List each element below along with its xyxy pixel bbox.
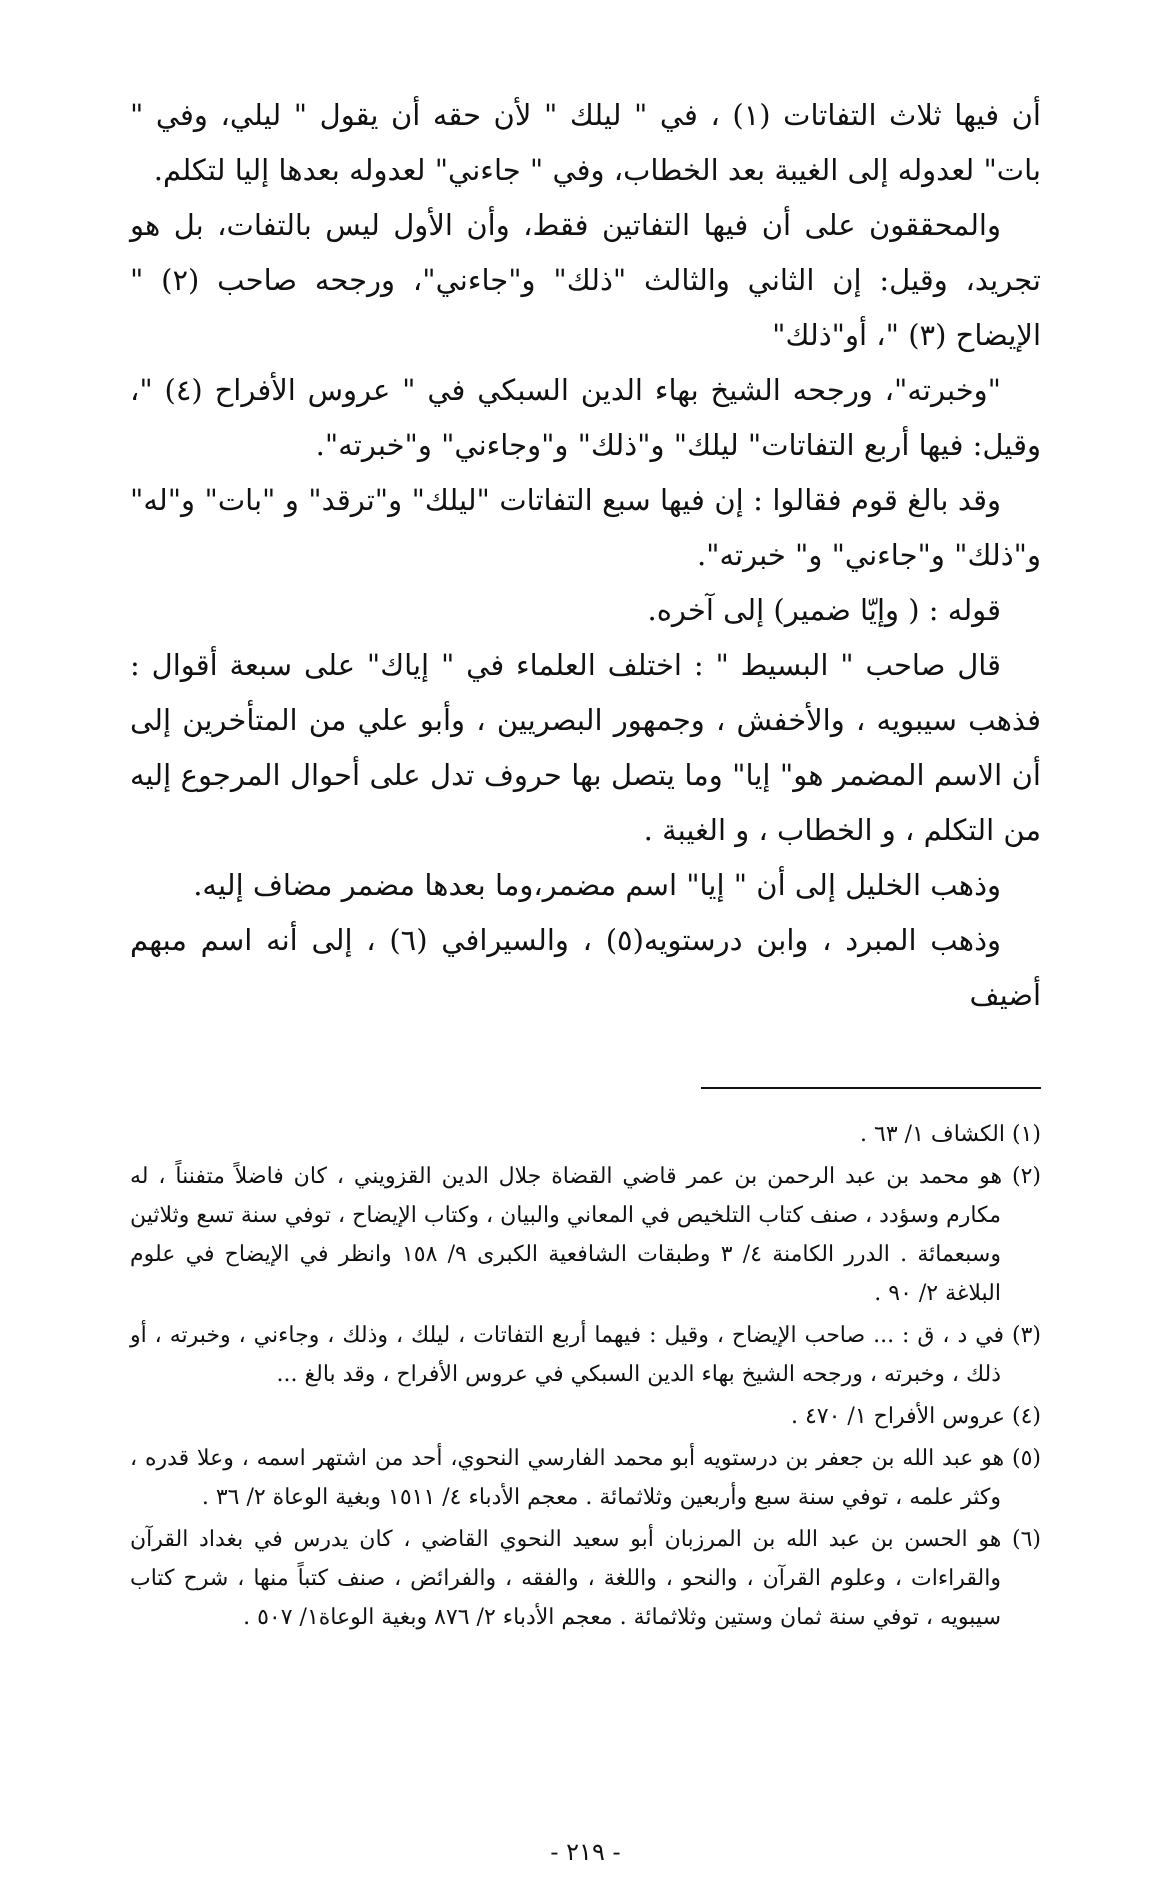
footnote-3: (٣) في د ، ق : ... صاحب الإيضاح ، وقيل : فيهما أربع التفاتات ، ليلك ، وذلك ، وجاءني ، وخبرته ، أو ذلك ، وخبرته ، ورجحه الشيخ بهاء الدين السبكي في عروس الأفراح ، وقد بالغ ... [130,1323,1041,1387]
footnote-divider [701,1087,1041,1089]
paragraph-8: وذهب المبرد ، وابن درستويه(٥) ، والسيرافي (٦) ، إلى أنه اسم مبهم أضيف [130,923,1041,1012]
footnote-4: (٤) عروس الأفراح ١/ ٤٧٠ . [790,1404,1041,1429]
main-text [130,88,1041,1023]
paragraph-1: أن فيها ثلاث التفاتات (١) ، في " ليلك " لأن حقه أن يقول " ليلي، وفي " بات" لعدوله إلى الغيبة بعد الخطاب، وفي " جاءني" لعدوله بعدها إليا لتكلم. [130,98,1041,187]
footnote-1: (١) الكشاف ١/ ٦٣ . [860,1122,1041,1147]
paragraph-3: "وخبرته"، ورجحه الشيخ بهاء الدين السبكي في " عروس الأفراح (٤) "، وقيل: فيها أربع التفاتات" ليلك" و"ذلك" و"وجاءني" و"خبرته". [130,373,1041,462]
paragraph-5: قوله : ( وإيّا ضمير) إلى آخره. [647,593,1001,627]
paragraph-6: قال صاحب " البسيط " : اختلف العلماء في " إياك" على سبعة أقوال : فذهب سيبويه ، والأخفش ، وجمهور البصريين ، وأبو علي من المتأخرين إلى أن الاسم المضمر هو" إيا" وما يتصل بها حروف تدل على أحوال المرجوع إليه من التكلم ، و الخطاب ، و الغيبة . [130,648,1041,847]
paragraph-2: والمحققون على أن فيها التفاتين فقط، وأن الأول ليس بالتفات، بل هو تجريد، وقيل: إن الثاني والثالث "ذلك" و"جاءني"، ورجحه صاحب (٢) " الإيضاح (٣) "، أو"ذلك" [130,208,1041,352]
paragraph-7: وذهب الخليل إلى أن " إيا" اسم مضمر،وما بعدها مضمر مضاف إليه. [193,868,1001,902]
page-number: - ٢١٩ - [550,1838,621,1866]
footnote-2: (٢) هو محمد بن عبد الرحمن بن عمر قاضي القضاة جلال الدين القزويني ، كان فاضلاً متفنناً ، له مكارم وسؤدد ، صنف كتاب التلخيص في المعاني والبيان ، وكتاب الإيضاح ، توفي سنة تسع وثلاثين وسبعمائة . الدرر الكامنة ٤/ ٣ وطبقات الشافعية الكبرى ٩/ ١٥٨ وانظر في الإيضاح في علوم البلاغة ٢/ ٩٠ . [130,1164,1041,1306]
footnote-5: (٥) هو عبد الله بن جعفر بن درستويه أبو محمد الفارسي النحوي، أحد من اشتهر اسمه ، وعلا قدره ، وكثر علمه ، توفي سنة سبع وأربعين وثلاثمائة . معجم الأدباء ٤/ ١٥١١ وبغية الوعاة ٢/ ٣٦ . [130,1446,1041,1510]
paragraph-4: وقد بالغ قوم فقالوا : إن فيها سبع التفاتات "ليلك" و"ترقد" و "بات" و"له" و"ذلك" و"جاءني" و" خبرته". [130,483,1041,572]
footnote-6: (٦) هو الحسن بن عبد الله بن المرزبان أبو سعيد النحوي القاضي ، كان يدرس في بغداد القرآن والقراءات ، وعلوم القرآن ، والنحو ، واللغة ، والفقه ، والفرائض ، صنف كتباً منها ، شرح كتاب سيبويه ، توفي سنة ثمان وستين وثلاثمائة . معجم الأدباء ٢/ ٨٧٦ وبغية الوعاة١/ ٥٠٧ . [130,1527,1041,1630]
footnotes [130,1115,1041,1640]
